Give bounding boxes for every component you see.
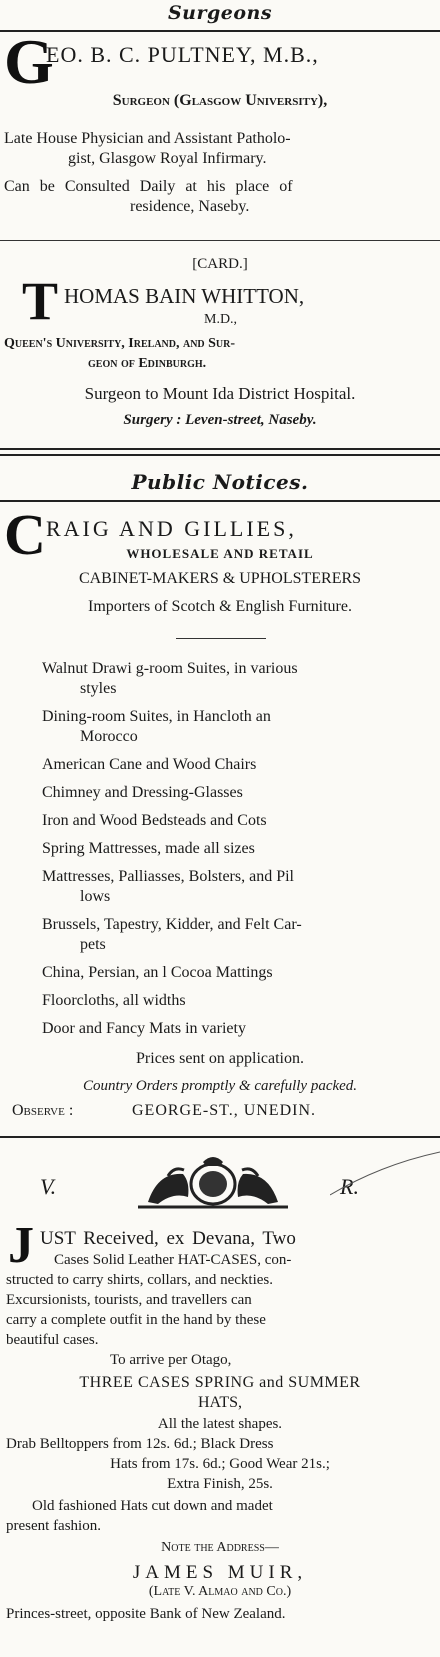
rule-2b bbox=[0, 454, 440, 456]
pultney-line3: Can be Consulted Daily at his place of bbox=[4, 178, 293, 195]
royal-v: V. bbox=[40, 1174, 57, 1199]
list-item: China, Persian, an l Cocoa Mattings bbox=[42, 964, 273, 981]
pultney-line4: residence, Naseby. bbox=[130, 198, 250, 215]
muir-line: Drab Belltoppers from 12s. 6d.; Black Dress bbox=[6, 1436, 274, 1452]
dropcap-j: J bbox=[8, 1217, 34, 1274]
list-item: Walnut Drawi g-room Suites, in various bbox=[42, 660, 298, 677]
muir-line: UST Received, ex Devana, Two bbox=[40, 1228, 296, 1249]
muir-address: Princes-street, opposite Bank of New Zealand. bbox=[6, 1606, 286, 1622]
muir-line: HATS, bbox=[197, 1394, 242, 1411]
dropcap-g: G bbox=[4, 26, 54, 97]
royal-coat-of-arms-icon bbox=[128, 1152, 298, 1212]
muir-late: (Late V. Almao and Co.) bbox=[148, 1584, 292, 1599]
rule-1 bbox=[0, 240, 440, 241]
whitton-surgery: Surgery : Leven-street, Naseby. bbox=[123, 412, 317, 428]
craig-line2: CABINET-MAKERS & UPHOLSTERERS bbox=[78, 570, 362, 587]
list-item: Iron and Wood Bedsteads and Cots bbox=[42, 812, 267, 829]
list-item-cont: pets bbox=[80, 936, 106, 953]
dropcap-c: C bbox=[4, 502, 46, 567]
muir-line: Hats from 17s. 6d.; Good Wear 21s.; bbox=[110, 1456, 330, 1472]
muir-line: beautiful cases. bbox=[6, 1332, 99, 1348]
rule-3 bbox=[0, 500, 440, 502]
muir-note: Note the Address— bbox=[161, 1540, 279, 1555]
craig-line3: Importers of Scotch & English Furniture. bbox=[88, 598, 352, 615]
whitton-post: Surgeon to Mount Ida District Hospital. bbox=[84, 384, 356, 403]
pultney-line2: gist, Glasgow Royal Infirmary. bbox=[68, 150, 267, 167]
whitton-degree: M.D., bbox=[204, 312, 238, 327]
list-item: Floorcloths, all widths bbox=[42, 992, 186, 1009]
list-item: Mattresses, Palliasses, Bolsters, and Pil bbox=[42, 868, 294, 885]
muir-line: structed to carry shirts, collars, and neckties. bbox=[6, 1272, 273, 1288]
royal-r: R. bbox=[340, 1174, 359, 1199]
craig-name: RAIG AND GILLIES, bbox=[46, 516, 297, 541]
public-notices-heading: Public Notices. bbox=[131, 470, 309, 494]
list-item: American Cane and Wood Chairs bbox=[42, 756, 257, 773]
whitton-quals2: geon of Edinburgh. bbox=[88, 356, 207, 371]
surgeons-heading: Surgeons bbox=[167, 2, 273, 24]
dropcap-t: T bbox=[22, 271, 59, 331]
craig-divider bbox=[176, 638, 266, 639]
pultney-line1: Late House Physician and Assistant Patholo- bbox=[4, 130, 291, 147]
whitton-card: [CARD.] bbox=[192, 256, 248, 272]
list-item: Brussels, Tapestry, Kidder, and Felt Car- bbox=[42, 916, 302, 933]
muir-line: Cases Solid Leather HAT-CASES, con- bbox=[54, 1252, 292, 1268]
muir-line: Excursionists, tourists, and travellers can bbox=[6, 1292, 252, 1308]
muir-line: present fashion. bbox=[6, 1518, 101, 1534]
scan-artifact bbox=[330, 1150, 440, 1200]
muir-line: To arrive per Otago, bbox=[110, 1352, 232, 1368]
craig-observe-address: GEORGE-ST., UNEDIN. bbox=[132, 1102, 317, 1119]
list-item: Chimney and Dressing-Glasses bbox=[42, 784, 243, 801]
craig-country: Country Orders promptly & carefully packed. bbox=[82, 1078, 358, 1094]
list-item-cont: styles bbox=[80, 680, 117, 697]
muir-name: JAMES MUIR, bbox=[132, 1562, 308, 1583]
craig-line1: WHOLESALE AND RETAIL bbox=[126, 546, 314, 561]
whitton-name: HOMAS BAIN WHITTON, bbox=[64, 284, 305, 308]
list-item: Spring Mattresses, made all sizes bbox=[42, 840, 255, 857]
list-item-cont: Morocco bbox=[80, 728, 138, 745]
whitton-quals1: Queen's University, Ireland, and Sur- bbox=[4, 336, 236, 351]
pultney-name: EO. B. C. PULTNEY, M.B., bbox=[46, 42, 319, 67]
list-item: Door and Fancy Mats in variety bbox=[42, 1020, 246, 1037]
muir-line: Old fashioned Hats cut down and madet bbox=[32, 1498, 273, 1514]
craig-prices: Prices sent on application. bbox=[136, 1050, 304, 1067]
muir-line: carry a complete outfit in the hand by these bbox=[6, 1312, 266, 1328]
pultney-title: Surgeon (Glasgow University), bbox=[112, 92, 328, 109]
list-item-cont: lows bbox=[80, 888, 111, 905]
rule-top bbox=[0, 30, 440, 32]
muir-line: THREE CASES SPRING and SUMMER bbox=[79, 1374, 361, 1391]
list-item: Dining-room Suites, in Hancloth an bbox=[42, 708, 271, 725]
rule-4 bbox=[0, 1136, 440, 1138]
craig-observe-label: Observe : bbox=[12, 1102, 74, 1119]
rule-2a bbox=[0, 448, 440, 450]
muir-line: Extra Finish, 25s. bbox=[167, 1476, 273, 1492]
muir-line: All the latest shapes. bbox=[157, 1416, 283, 1432]
